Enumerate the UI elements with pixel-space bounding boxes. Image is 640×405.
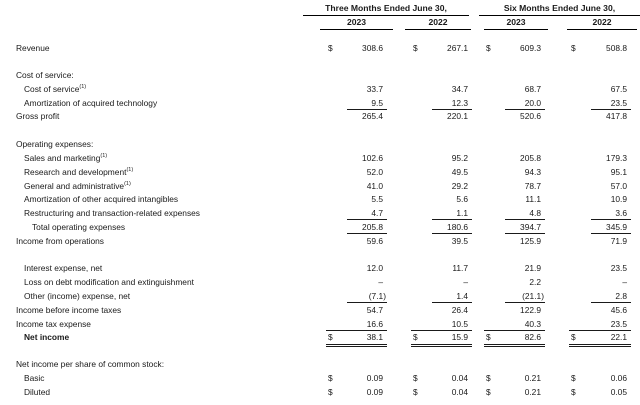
footnote-marker: (1): [79, 84, 87, 91]
value-3m-2023: 41.0: [366, 181, 383, 191]
value-6m-2023: 125.9: [520, 236, 541, 246]
currency-symbol: $: [328, 387, 333, 397]
double-underline: [569, 344, 631, 345]
value-6m-2023: 520.6: [520, 111, 541, 121]
value-3m-2022: 29.2: [451, 181, 468, 191]
row-gross-profit: [0, 110, 640, 123]
double-underline: [484, 346, 545, 347]
value-3m-2022: 15.9: [451, 332, 468, 342]
value-6m-2023: 205.8: [520, 153, 541, 163]
value-6m-2022: 0.06: [610, 373, 627, 383]
value-3m-2023: 38.1: [366, 332, 383, 342]
currency-symbol: $: [413, 43, 418, 53]
row-income-before-taxes: [0, 304, 640, 317]
value-6m-2023: 78.7: [524, 181, 541, 191]
value-3m-2022: 39.5: [451, 236, 468, 246]
footnote-marker: (1): [124, 181, 131, 188]
value-6m-2022: 71.9: [610, 236, 627, 246]
value-6m-2022: 23.5: [610, 98, 627, 108]
value-3m-2022: 12.3: [451, 98, 468, 108]
value-6m-2023: 4.8: [529, 208, 541, 218]
currency-symbol: $: [486, 387, 491, 397]
row-label: Amortization of other acquired intangibles: [24, 194, 179, 204]
value-6m-2022: 23.5: [610, 263, 627, 273]
currency-symbol: $: [486, 373, 491, 383]
row-amortization-intangibles: [0, 193, 640, 206]
underline: [591, 219, 631, 220]
value-6m-2023: 394.7: [520, 222, 541, 232]
underline: [591, 302, 631, 303]
value-3m-2023: 0.09: [366, 373, 383, 383]
currency-symbol: $: [413, 373, 418, 383]
value-3m-2023: 54.7: [366, 305, 383, 315]
value-3m-2023: 33.7: [366, 84, 383, 94]
double-underline: [569, 346, 631, 347]
value-6m-2022: 508.8: [606, 43, 627, 53]
row-label: Operating expenses:: [16, 139, 94, 149]
value-3m-2023: 265.4: [362, 111, 383, 121]
header-six-months: Six Months Ended June 30,: [479, 3, 640, 16]
row-sales-marketing: [0, 152, 640, 165]
underline: [432, 302, 472, 303]
value-6m-2022: 57.0: [610, 181, 627, 191]
row-loss-on-debt: [0, 276, 640, 289]
value-3m-2023: 0.09: [366, 387, 383, 397]
row-label: Research and development$^{(1)}$: [24, 167, 134, 177]
row-eps-diluted: [0, 386, 640, 399]
value-3m-2022: 26.4: [451, 305, 468, 315]
row-eps-header: [0, 358, 640, 371]
value-3m-2022: 1.1: [456, 208, 468, 218]
value-6m-2023: 40.3: [524, 319, 541, 329]
currency-symbol: $: [486, 332, 491, 342]
value-3m-2023: 9.5: [371, 98, 383, 108]
value-6m-2022: 417.8: [606, 111, 627, 121]
value-3m-2023: 52.0: [366, 167, 383, 177]
row-label: General and administrative$^{(1)}$: [24, 181, 131, 191]
value-3m-2022: 0.04: [451, 387, 468, 397]
currency-symbol: $: [328, 373, 333, 383]
value-3m-2022: 1.4: [456, 291, 468, 301]
value-6m-2022: 3.6: [615, 208, 627, 218]
value-6m-2023: 609.3: [520, 43, 541, 53]
row-net-income: [0, 331, 640, 344]
row-label: Revenue: [16, 43, 50, 53]
row-eps-basic: [0, 372, 640, 385]
currency-symbol: $: [571, 332, 576, 342]
value-6m-2023: 0.21: [524, 373, 541, 383]
currency-symbol: $: [571, 43, 576, 53]
value-3m-2022: 220.1: [447, 111, 468, 121]
value-3m-2023: 59.6: [366, 236, 383, 246]
value-3m-2023: –: [378, 277, 383, 287]
row-label: Interest expense, net: [24, 263, 103, 273]
underline: [432, 219, 472, 220]
row-label: Net income: [24, 332, 70, 342]
row-label: Diluted: [24, 387, 51, 397]
value-6m-2023: 82.6: [524, 332, 541, 342]
row-label: Total operating expenses: [32, 222, 126, 232]
value-6m-2023: 122.9: [520, 305, 541, 315]
header-year-3m-2023: 2023: [320, 17, 393, 30]
header-year-6m-2023: 2023: [484, 17, 548, 30]
row-label: Net income per share of common stock:: [16, 359, 165, 369]
row-label: Basic: [24, 373, 45, 383]
footnote-marker: (1): [126, 167, 134, 174]
underline: [432, 233, 472, 234]
value-3m-2023: 308.6: [362, 43, 383, 53]
underline: [347, 219, 387, 220]
value-6m-2022: 2.8: [615, 291, 627, 301]
value-3m-2023: 102.6: [362, 153, 383, 163]
double-underline: [326, 346, 387, 347]
underline: [347, 302, 387, 303]
value-6m-2023: 2.2: [529, 277, 541, 287]
row-general-administrative: [0, 180, 640, 193]
value-3m-2022: –: [463, 277, 468, 287]
value-3m-2022: 10.5: [451, 319, 468, 329]
double-underline: [484, 344, 545, 345]
value-6m-2022: 10.9: [610, 194, 627, 204]
underline: [505, 233, 545, 234]
row-label: Income from operations: [16, 236, 104, 246]
row-label: Income before income taxes: [16, 305, 122, 315]
row-label: Gross profit: [16, 111, 60, 121]
row-label: Restructuring and transaction-related expenses: [24, 208, 200, 218]
currency-symbol: $: [571, 387, 576, 397]
value-6m-2022: 67.5: [610, 84, 627, 94]
value-3m-2022: 5.6: [456, 194, 468, 204]
value-3m-2022: 49.5: [451, 167, 468, 177]
currency-symbol: $: [486, 43, 491, 53]
row-income-from-operations: [0, 235, 640, 248]
value-3m-2023: 205.8: [362, 222, 383, 232]
value-6m-2022: 23.5: [610, 319, 627, 329]
row-label: Income tax expense: [16, 319, 91, 329]
double-underline: [326, 344, 387, 345]
value-6m-2022: 22.1: [610, 332, 627, 342]
value-3m-2022: 0.04: [451, 373, 468, 383]
currency-symbol: $: [328, 43, 333, 53]
value-3m-2023: 5.5: [371, 194, 383, 204]
row-label: Other (income) expense, net: [24, 291, 131, 301]
row-label: Sales and marketing$^{(1)}$: [24, 153, 108, 163]
header-year-6m-2022: 2022: [567, 17, 637, 30]
value-6m-2022: –: [622, 277, 627, 287]
value-3m-2022: 180.6: [447, 222, 468, 232]
value-6m-2022: 345.9: [606, 222, 627, 232]
row-research-development: [0, 166, 640, 179]
value-3m-2022: 95.2: [451, 153, 468, 163]
underline: [347, 233, 387, 234]
value-6m-2023: 68.7: [524, 84, 541, 94]
row-label: Cost of service:: [16, 70, 74, 80]
currency-symbol: $: [413, 332, 418, 342]
value-3m-2023: (7.1): [368, 291, 386, 301]
currency-symbol: $: [571, 373, 576, 383]
value-3m-2022: 34.7: [451, 84, 468, 94]
value-6m-2023: 0.21: [524, 387, 541, 397]
row-label: Amortization of acquired technology: [24, 98, 158, 108]
currency-symbol: $: [413, 387, 418, 397]
value-3m-2023: 4.7: [371, 208, 383, 218]
value-6m-2023: 94.3: [524, 167, 541, 177]
footnote-marker: (1): [100, 153, 108, 160]
underline: [591, 233, 631, 234]
value-3m-2022: 267.1: [447, 43, 468, 53]
row-operating-expenses-header: [0, 138, 640, 151]
header-year-3m-2022: 2022: [405, 17, 471, 30]
value-6m-2023: 11.1: [525, 194, 541, 204]
value-3m-2023: 12.0: [366, 263, 383, 273]
value-6m-2022: 0.05: [610, 387, 627, 397]
header-three-months: Three Months Ended June 30,: [303, 3, 469, 16]
underline: [505, 302, 545, 303]
double-underline: [411, 346, 472, 347]
row-revenue: [0, 42, 640, 55]
row-interest-expense: [0, 262, 640, 275]
row-cost-of-service-header: [0, 69, 640, 82]
double-underline: [411, 344, 472, 345]
row-label: Loss on debt modification and extinguishment: [24, 277, 194, 287]
row-cost-of-service: [0, 83, 640, 96]
underline: [505, 219, 545, 220]
value-6m-2023: 20.0: [524, 98, 541, 108]
value-3m-2023: 16.6: [366, 319, 383, 329]
value-6m-2023: 21.9: [524, 263, 541, 273]
value-6m-2023: (21.1): [522, 291, 544, 301]
currency-symbol: $: [328, 332, 333, 342]
row-label: Cost of service$^{(1)}$: [24, 84, 87, 94]
value-6m-2022: 95.1: [610, 167, 627, 177]
value-6m-2022: 45.6: [610, 305, 627, 315]
value-6m-2022: 179.3: [606, 153, 627, 163]
value-3m-2022: 11.7: [452, 263, 468, 273]
